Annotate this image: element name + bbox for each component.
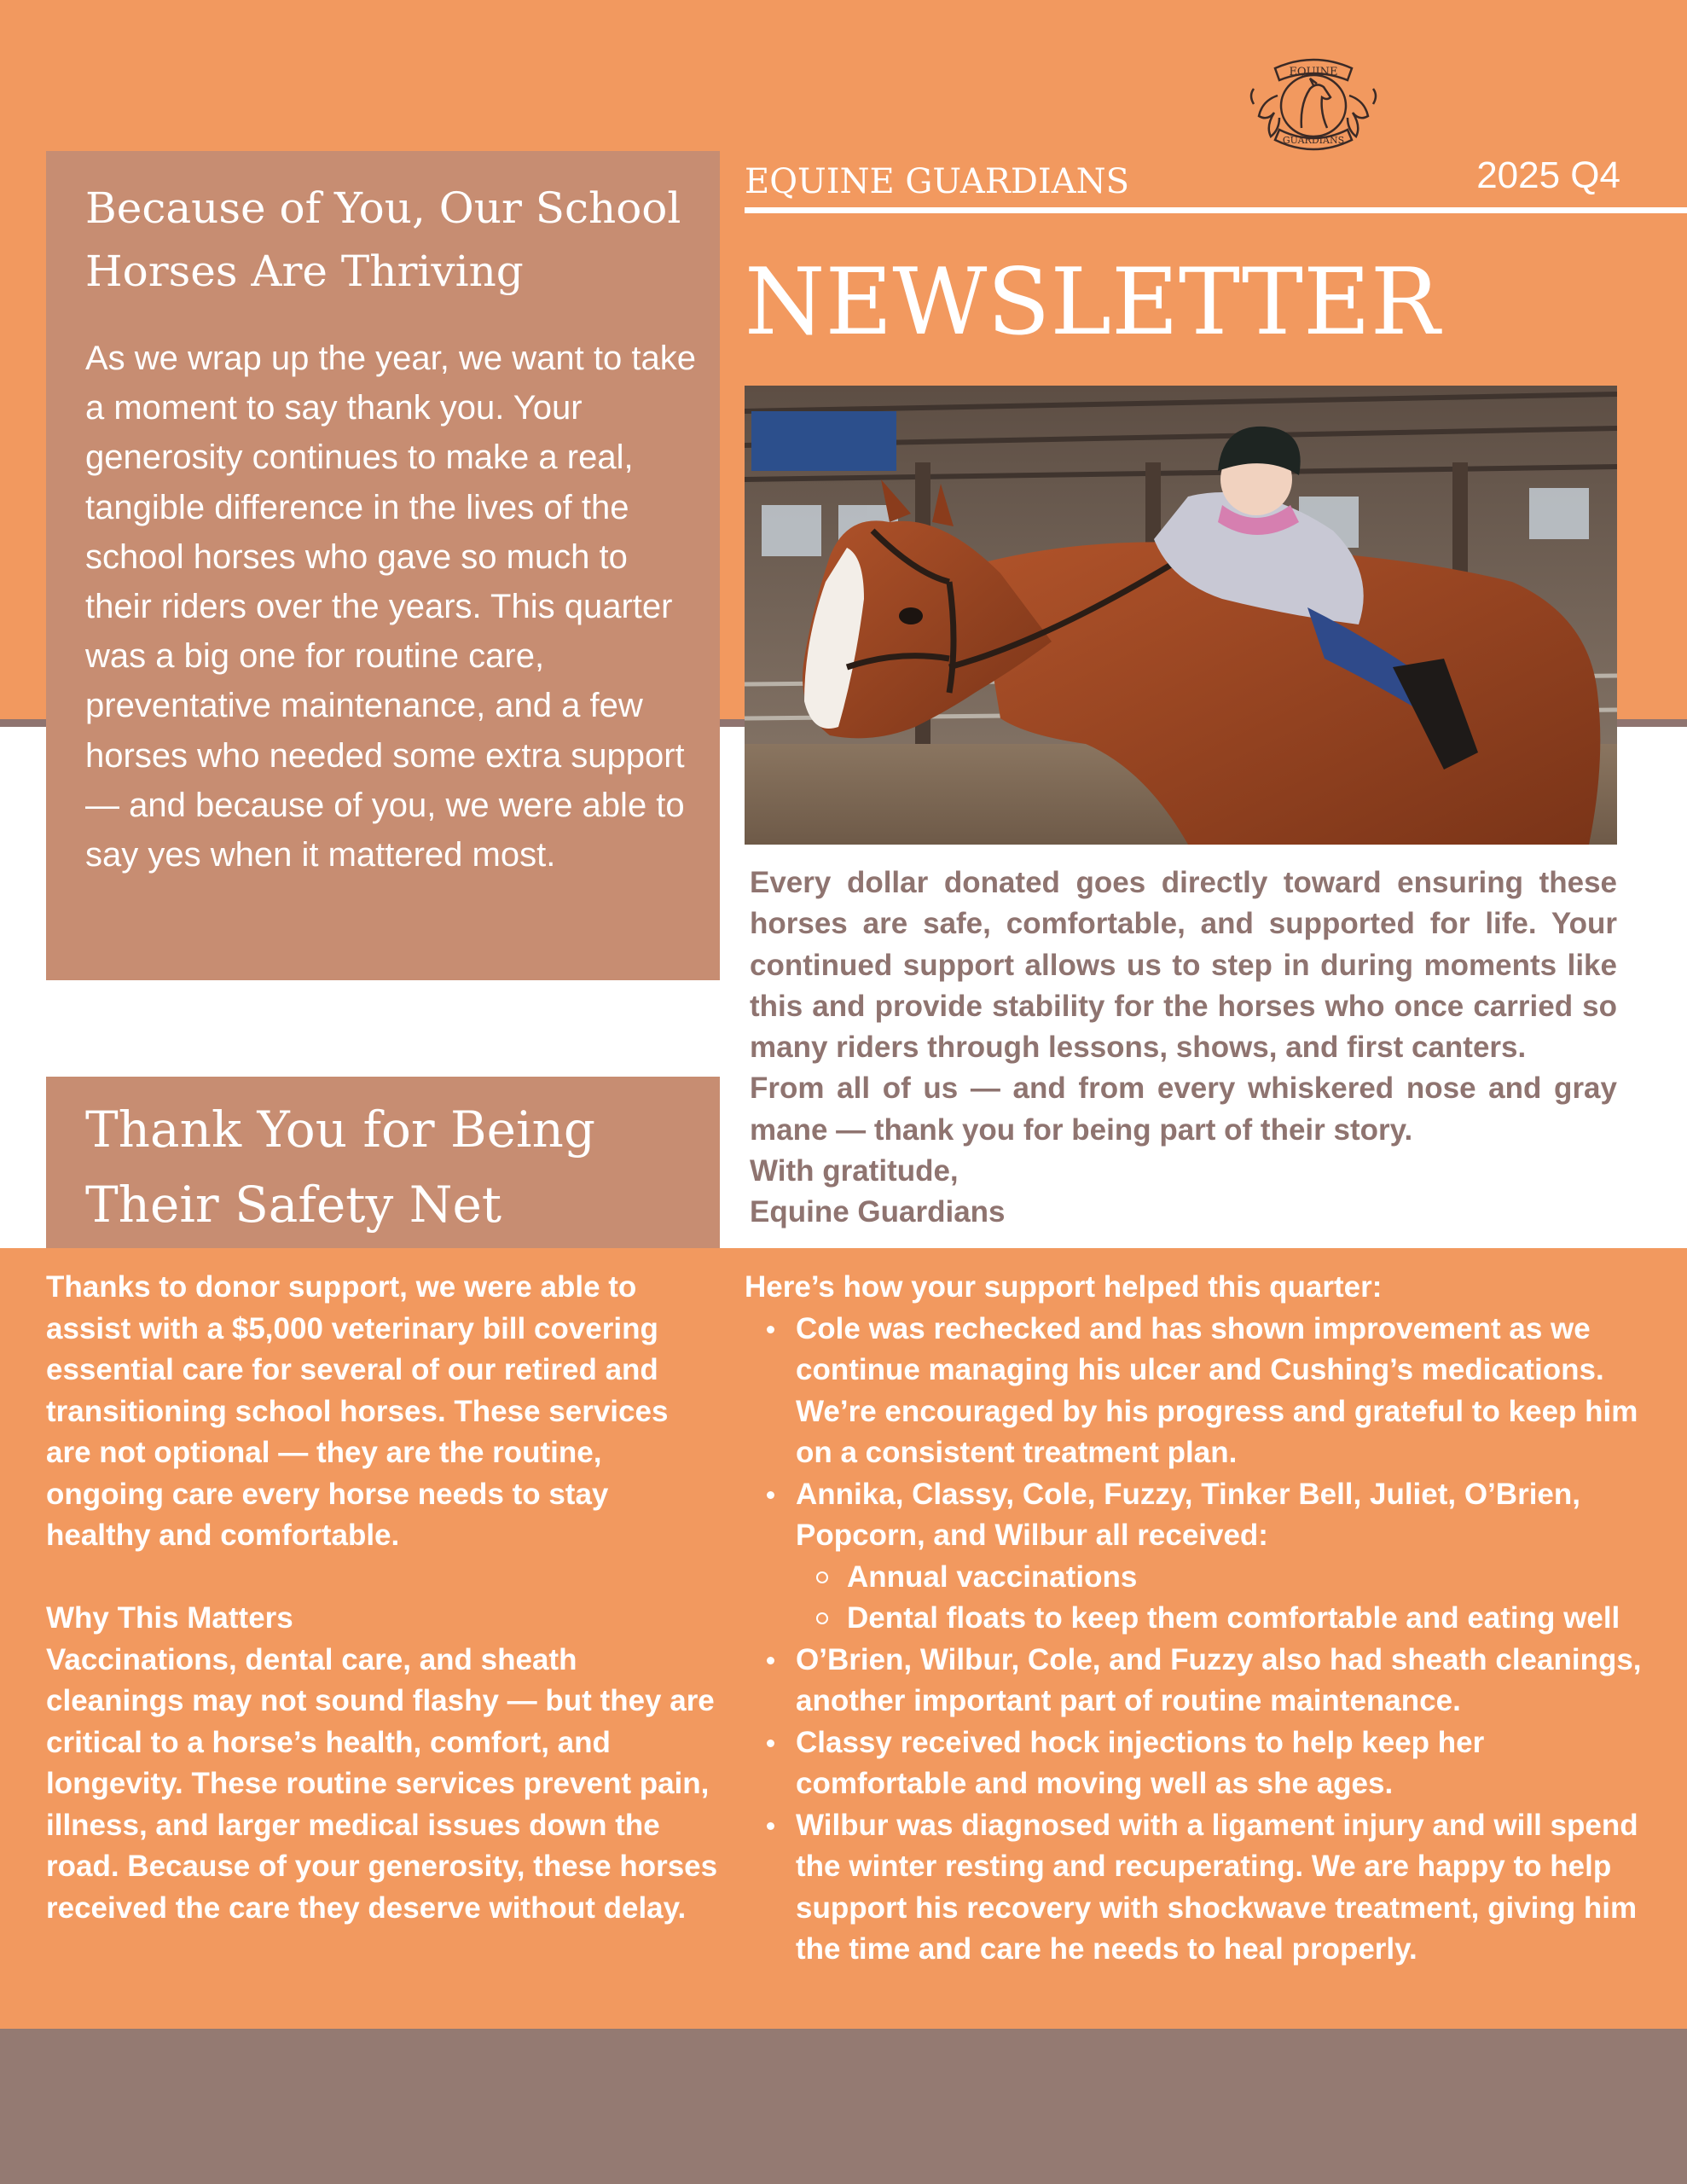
safety-net-text [46,1267,720,1929]
list-item: Wilbur was diagnosed with a ligament injury and will spend the winter resting and recuperating. We are happy to help support his recovery with shockwave treatment, giving him the time and care he needs to heal properly. [745,1805,1657,1971]
safety-net-heading: Thank You for Being Their Safety Net [85,1101,596,1234]
issue-quarter: 2025 Q4 [1476,154,1620,196]
closing-line: With gratitude, [750,1154,959,1188]
paragraph-gap [46,1557,720,1599]
support-heading: Here’s how your support helped this quarter: [745,1270,1383,1304]
horse-rider-photo [745,386,1617,845]
svg-text:GUARDIANS: GUARDIANS [1282,135,1345,146]
donation-message [750,863,1617,1234]
why-heading: Why This Matters [46,1601,293,1635]
list-item-text: Annika, Classy, Cole, Fuzzy, Tinker Bell, Juliet, O’Brien, Popcorn, and Wilbur all received: [796,1477,1580,1552]
list-item: O’Brien, Wilbur, Cole, and Fuzzy also had sheath cleanings, another important part of routine maintenance. [745,1640,1657,1722]
list-item: Cole was rechecked and has shown improvement as we continue managing his ulcer and Cushing’s medications. We’re encouraged by his progress and grateful to keep him on a consistent treatment plan. [745,1309,1657,1474]
support-list [745,1309,1657,1971]
thriving-heading: Because of You, Our School Horses Are Thriving [85,183,681,296]
support-summary [745,1267,1657,1971]
vet-bill-paragraph: Thanks to donor support, we were able to assist with a $5,000 veterinary bill covering essential care for several of our retired and transitioning school horses. These services are not optional — they are the routine, ongoing care every horse needs to stay healthy and comfortable. [46,1270,669,1552]
barn-scene-illustration [745,386,1617,845]
newsletter-title: NEWSLETTER [745,249,1441,356]
org-name: EQUINE GUARDIANS [745,162,1130,201]
thriving-body: As we wrap up the year, we want to take a moment to say thank you. Your generosity continues to make a real, tangible difference in the lives of the school horses who gave so much to their riders over the years. This quarter was a big one for routine care, preventative maintenance, and a few horses who needed some extra support — and because of you, we were able to say yes when it mattered most. [85,340,696,874]
list-item: Classy received hock injections to help keep her comfortable and moving well as she ages. [745,1722,1657,1805]
why-paragraph: Vaccinations, dental care, and sheath cleanings may not sound flashy — but they are critical to a horse’s health, comfort, and longevity. These routine services prevent pain, illness, and larger medical issues down the road. Because of your generosity, these horses received the care they deserve without delay. [46,1642,718,1925]
header-rule [745,207,1687,213]
donation-paragraph: Every dollar donated goes directly toward ensuring these horses are safe, comfortable, and supported for life. Your continued support allows us to step in during moments like this and provide stability for the horses who once carried so many riders through lessons, shows, and first canters. [750,866,1617,1065]
sub-list [796,1557,1657,1640]
thanks-paragraph: From all of us — and from every whiskered nose and gray mane — thank you for being part of their story. [750,1072,1617,1147]
thriving-card [46,151,720,980]
svg-text:EQUINE: EQUINE [1289,66,1338,78]
sub-list-item: Dental floats to keep them comfortable and eating well [796,1598,1657,1640]
signature-line: Equine Guardians [750,1195,1006,1229]
list-item [745,1474,1657,1640]
footer-band [0,2029,1687,2184]
sub-list-item: Annual vaccinations [796,1557,1657,1599]
safety-net-card [46,1077,720,1248]
